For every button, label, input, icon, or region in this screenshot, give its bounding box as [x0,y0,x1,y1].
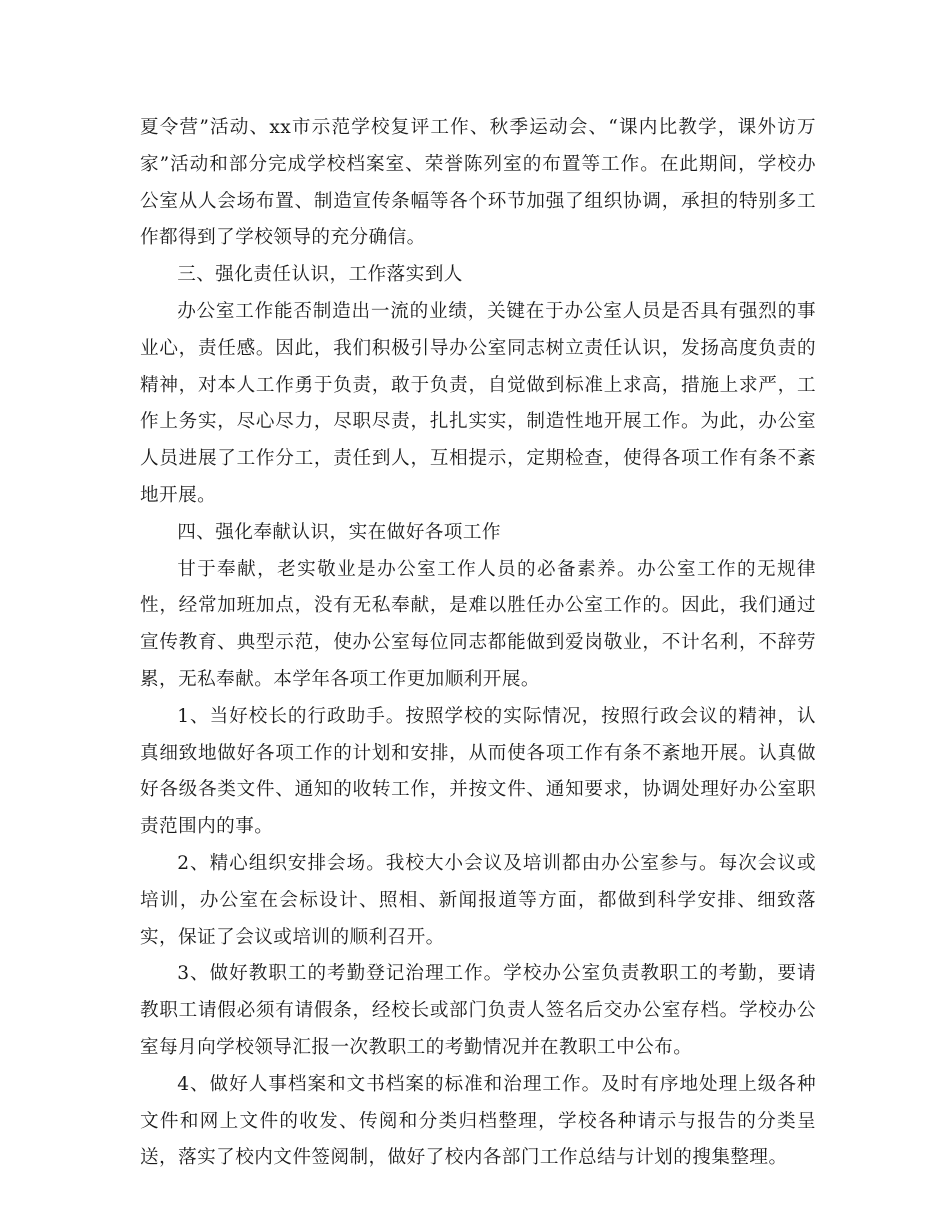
paragraph-continuation: 夏令营”活动、xx市示范学校复评工作、秋季运动会、“课内比教学，课外访万家”活动和部分完成学校档案室、荣誉陈列室的布置等工作。在此期间，学校办公室从人会场布置、制造宣传条幅等各个环节加强了组织协调，承担的特别多工作都得到了学校领导的充分确信。 [140,117,816,249]
list-item-3: 3、做好教职工的考勤登记治理工作。学校办公室负责教职工的考勤，要请教职工请假必须有请假条，经校长或部门负责人签名后交办公室存档。学校办公室每月向学校领导汇报一次教职工的考勤情况并在教职工中公布。 [140,963,816,1058]
paragraph: 甘于奉献，老实敬业是办公室工作人员的必备素养。办公室工作的无规律性，经常加班加点，没有无私奉献，是难以胜任办公室工作的。因此，我们通过宣传教育、典型示范，使办公室每位同志都能做到爱岗敬业，不计名利，不辞劳累，无私奉献。本学年各项工作更加顺利开展。 [140,558,816,690]
list-item-4: 4、做好人事档案和文书档案的标准和治理工作。及时有序地处理上级各种文件和网上文件的收发、传阅和分类归档整理，学校各种请示与报告的分类呈送，落实了校内文件签阅制，做好了校内各部门工作总结与计划的搜集整理。 [140,1073,816,1169]
list-item-1: 1、当好校长的行政助手。按照学校的实际情况，按照行政会议的精神，认真细致地做好各项工作的计划和安排，从而使各项工作有条不紊地开展。认真做好各级各类文件、通知的收转工作，并按文件、通知要求，协调处理好办公室职责范围内的事。 [140,705,816,838]
section-heading-4: 四、强化奉献认识，实在做好各项工作 [177,521,501,543]
document-body [140,110,816,1177]
paragraph: 办公室工作能否制造出一流的业绩，关键在于办公室人员是否具有强烈的事业心，责任感。因此，我们积极引导办公室同志树立责任认识，发扬高度负责的精神，对本人工作勇于负责，敢于负责，自觉做到标准上求高，措施上求严，工作上务实，尽心尽力，尽职尽责，扎扎实实，制造性地开展工作。为此，办公室人员进展了工作分工，责任到人，互相提示，定期检查，使得各项工作有条不紊地开展。 [140,300,816,506]
list-item-2: 2、精心组织安排会场。我校大小会议及培训都由办公室参与。每次会议或培训，办公室在会标设计、照相、新闻报道等方面，都做到科学安排、细致落实，保证了会议或培训的顺利召开。 [140,852,816,948]
section-heading-3: 三、强化责任认识，工作落实到人 [177,264,463,286]
